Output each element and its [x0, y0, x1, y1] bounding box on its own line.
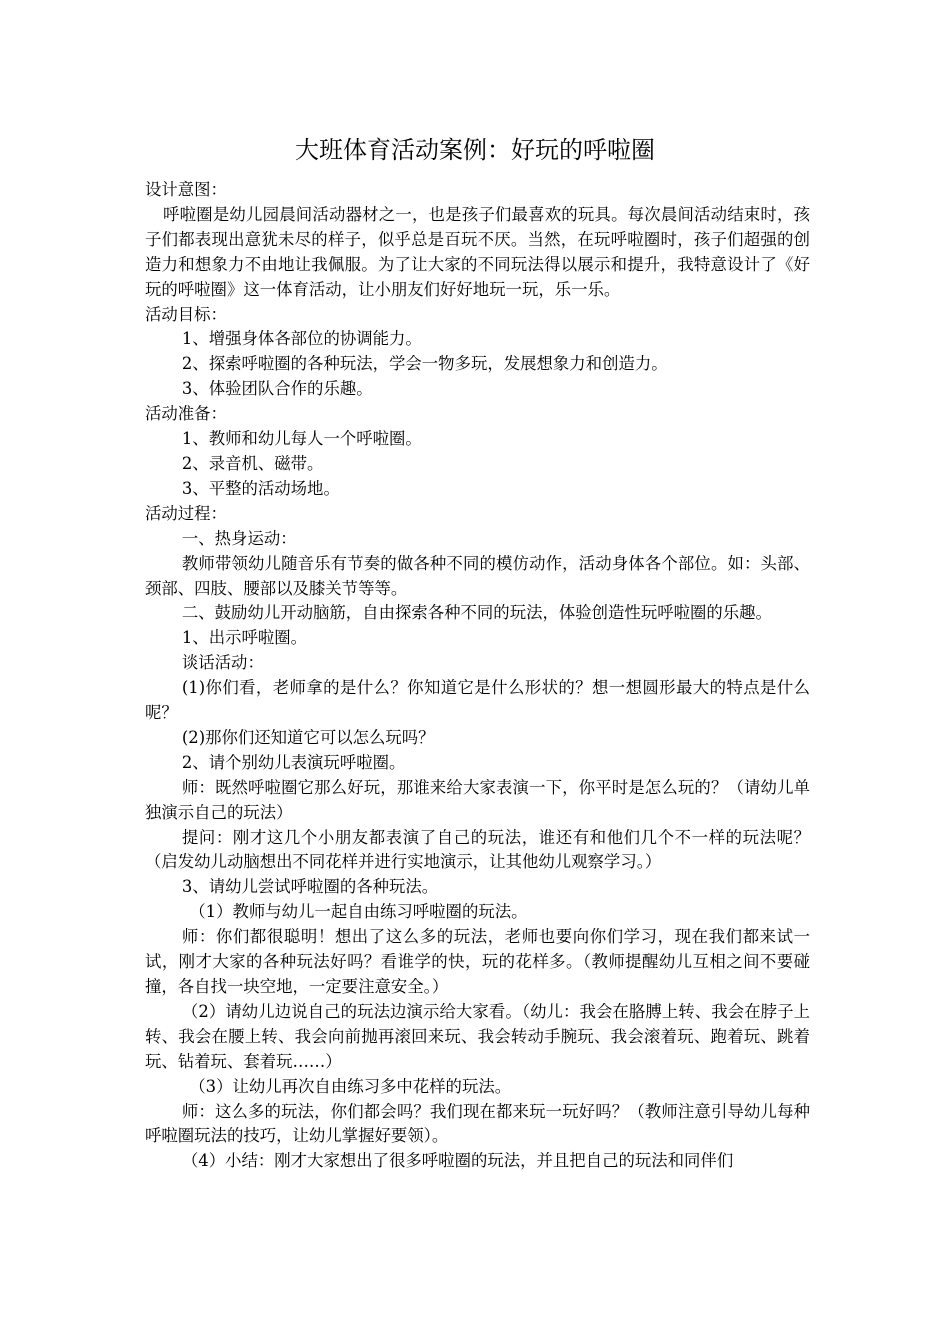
document-title: 大班体育活动案例：好玩的呼啦圈 [295, 136, 655, 164]
section-heading-process: 活动过程： [145, 503, 227, 523]
document-body [145, 178, 810, 1174]
goal-item-1: 1、增强身体各部位的协调能力。 [181, 329, 422, 349]
process-step-explore: 二、鼓励幼儿开动脑筋，自由探索各种不同的玩法，体验创造性玩呼啦圈的乐趣。 [181, 603, 772, 623]
paragraph-talk-activity: 谈话活动： [181, 653, 264, 673]
process-step-warmup: 一、热身运动： [181, 528, 297, 548]
goal-item-2: 2、探索呼啦圈的各种玩法，学会一物多玩，发展想象力和创造力。 [181, 354, 668, 374]
preparation-item-3: 3、平整的活动场地。 [181, 478, 340, 498]
paragraph-question-prompt: 提问：刚才这几个小朋友都表演了自己的玩法，谁还有和他们几个不一样的玩法呢？（启发幼儿动脑想出不同花样并进行实地演示，让其他幼儿观察学习。） [145, 827, 810, 872]
preparation-item-2: 2、录音机、磁带。 [181, 453, 324, 473]
section-heading-design-intent: 设计意图： [145, 180, 227, 199]
paragraph-teacher-guidance: 师：这么多的玩法，你们都会吗？我们现在都来玩一玩好吗？（教师注意引导幼儿每种呼啦圈玩法的技巧，让幼儿掌握好要领）。 [145, 1101, 810, 1146]
section-heading-preparation: 活动准备： [145, 404, 227, 424]
paragraph-teacher-prompt: 师：既然呼啦圈它那么好玩，那谁来给大家表演一下，你平时是怎么玩的？（请幼儿单独演示自己的玩法） [145, 777, 810, 822]
paragraph-individual-demo: 2、请个别幼儿表演玩呼啦圈。 [181, 752, 406, 772]
goal-item-3: 3、体验团队合作的乐趣。 [181, 379, 373, 399]
paragraph-warmup: 教师带领幼儿随音乐有节奏的做各种不同的模仿动作，活动身体各个部位。如：头部、颈部、四肢、腰部以及膝关节等等。 [145, 553, 810, 598]
paragraph-step-2: （2）请幼儿边说自己的玩法边演示给大家看。（幼儿：我会在胳膊上转、我会在脖子上转、我会在腰上转、我会向前抛再滚回来玩、我会转动手腕玩、我会滚着玩、跑着玩、跳着玩、钻着玩、套着玩……） [145, 1001, 810, 1071]
paragraph-question-2: (2)那你们还知道它可以怎么玩吗？ [181, 727, 435, 747]
paragraph-step-1: （1）教师与幼儿一起自由练习呼啦圈的玩法。 [189, 902, 528, 922]
paragraph-design-intent: 呼啦圈是幼儿园晨间活动器材之一，也是孩子们最喜欢的玩具。每次晨间活动结束时，孩子们都表现出意犹未尽的样子，似乎总是百玩不厌。当然，在玩呼啦圈时，孩子们超强的创造力和想象力不由地让我佩服。为了让大家的不同玩法得以展示和提升，我特意设计了《好玩的呼啦圈》这一体育活动，让小朋友们好好地玩一玩，乐一乐。 [145, 204, 810, 299]
paragraph-step-4-summary: （4）小结：刚才大家想出了很多呼啦圈的玩法，并且把自己的玩法和同伴们 [181, 1151, 734, 1171]
paragraph-teacher-practice: 师：你们都很聪明！想出了这么多的玩法，老师也要向你们学习，现在我们都来试一试，刚才大家的各种玩法好吗？看谁学的快，玩的花样多。（教师提醒幼儿互相之间不要碰撞，各自找一块空地，一定要注意安全。） [145, 927, 810, 996]
paragraph-show-hoop: 1、出示呼啦圈。 [181, 628, 308, 648]
preparation-item-1: 1、教师和幼儿每人一个呼啦圈。 [181, 429, 422, 449]
paragraph-question-1: (1)你们看，老师拿的是什么？你知道它是什么形状的？想一想圆形最大的特点是什么呢？ [145, 678, 810, 723]
paragraph-try-methods: 3、请幼儿尝试呼啦圈的各种玩法。 [181, 877, 439, 897]
paragraph-step-3: （3）让幼儿再次自由练习多中花样的玩法。 [189, 1076, 512, 1096]
section-heading-goals: 活动目标： [145, 304, 227, 324]
